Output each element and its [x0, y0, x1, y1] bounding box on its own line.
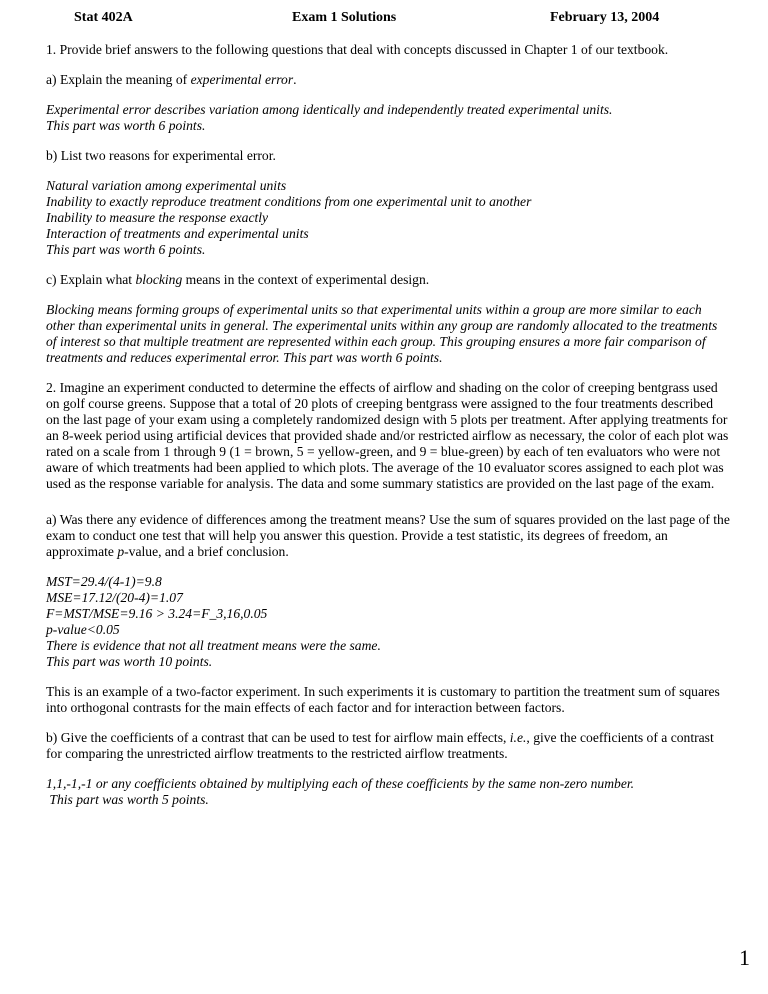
emphasis: p — [117, 544, 125, 559]
text: , give the coefficients of a contrast for comparing the unrestricted airflow treatments to the restricted airflow treatments. — [46, 730, 714, 761]
q2b-answer — [46, 776, 730, 808]
doc-date: February 13, 2004 — [550, 10, 660, 25]
text: b) Give the coefficients of a contrast that can be used to test for airflow main effects, — [46, 730, 510, 745]
q1c-prompt — [46, 272, 730, 288]
answer-line: F=MST/MSE=9.16 > 3.24=F_3,16,0.05 — [46, 606, 268, 621]
answer-line: This part was worth 5 points. — [46, 792, 209, 807]
text: c) Explain what — [46, 272, 136, 287]
answer-line: MST=29.4/(4-1)=9.8 — [46, 574, 162, 589]
answer-line: Interaction of treatments and experimental units — [46, 226, 309, 241]
q1b-answer — [46, 178, 730, 258]
answer-line: This part was worth 6 points. — [46, 242, 206, 257]
answer-line: Inability to measure the response exactly — [46, 210, 269, 225]
document-page — [46, 10, 730, 822]
doc-title: Exam 1 Solutions — [292, 10, 397, 25]
q2-prompt: 2. Imagine an experiment conducted to determine the effects of airflow and shading on the color of creeping bentgrass used on golf course greens. Suppose that a total of 20 plots of creeping bentgrass were assigned to the four treatments described on the last page of your exam using a completely randomized design with 5 plots per treatment. After applying treatments for an 8-week period using artificial devices that provided shade and/or restricted airflow as necessary, the color of each plot was rated on a scale from 1 through 9 (1 = brown, 5 = yellow-green, and 9 = blue-green) by each of ten evaluators who were not aware of which treatments had been applied to which plots. The average of the 10 evaluator scores assigned to each plot was used as the response variable for analysis. The data and some summary statistics are provided on the last page of the exam. — [46, 380, 729, 491]
answer-line: MSE=17.12/(20-4)=1.07 — [46, 590, 183, 605]
q1b-prompt: b) List two reasons for experimental error. — [46, 148, 276, 163]
answer-line: This part was worth 10 points. — [46, 654, 213, 669]
answer-line: Inability to exactly reproduce treatment conditions from one experimental unit to another — [46, 194, 532, 209]
q2b-prompt — [46, 730, 730, 762]
q2a-prompt — [46, 512, 730, 560]
text: a) Explain the meaning of — [46, 72, 191, 87]
q1-prompt: 1. Provide brief answers to the following questions that deal with concepts discussed in Chapter 1 of our textbook. — [46, 42, 669, 57]
page-number: 1 — [739, 945, 750, 970]
emphasis: blocking — [135, 272, 183, 287]
answer-line: This part was worth 6 points. — [46, 118, 206, 133]
q2a-answer — [46, 574, 730, 670]
answer-line: p-value<0.05 — [46, 622, 120, 637]
emphasis: i.e. — [509, 730, 527, 745]
answer-line: There is evidence that not all treatment means were the same. — [46, 638, 381, 653]
q2-note: This is an example of a two-factor experiment. In such experiments it is customary to partition the treatment sum of squares into orthogonal contrasts for the main effects of each factor and for interaction between factors. — [46, 684, 720, 715]
answer-line: Natural variation among experimental units — [46, 178, 287, 193]
answer-line: 1,1,-1,-1 or any coefficients obtained by multiplying each of these coefficients by the same non-zero number. — [46, 776, 635, 791]
text: . — [293, 72, 297, 87]
course-name: Stat 402A — [74, 10, 133, 25]
answer-line: Experimental error describes variation among identically and independently treated experimental units. — [46, 102, 613, 117]
text: means in the context of experimental design. — [182, 272, 430, 287]
header — [74, 10, 730, 28]
q1a-answer — [46, 102, 730, 134]
emphasis: experimental error — [190, 72, 294, 87]
q1c-answer: Blocking means forming groups of experimental units so that experimental units within a group are more similar to each other than experimental units in general. The experimental units within any group are randomly allocated to the treatments of interest so that multiple treatment are represented within each group. This grouping ensures a more fair comparison of treatments and reduces experimental error. This part was worth 6 points. — [46, 302, 718, 365]
text: -value, and a brief conclusion. — [124, 544, 289, 559]
text: a) Was there any evidence of differences among the treatment means? Use the sum of squares provided on the last page of the exam to conduct one test that will help you answer this question. Provide a test statistic, its degrees of freedom, an approximate — [46, 512, 730, 559]
q1a-prompt — [46, 72, 730, 88]
